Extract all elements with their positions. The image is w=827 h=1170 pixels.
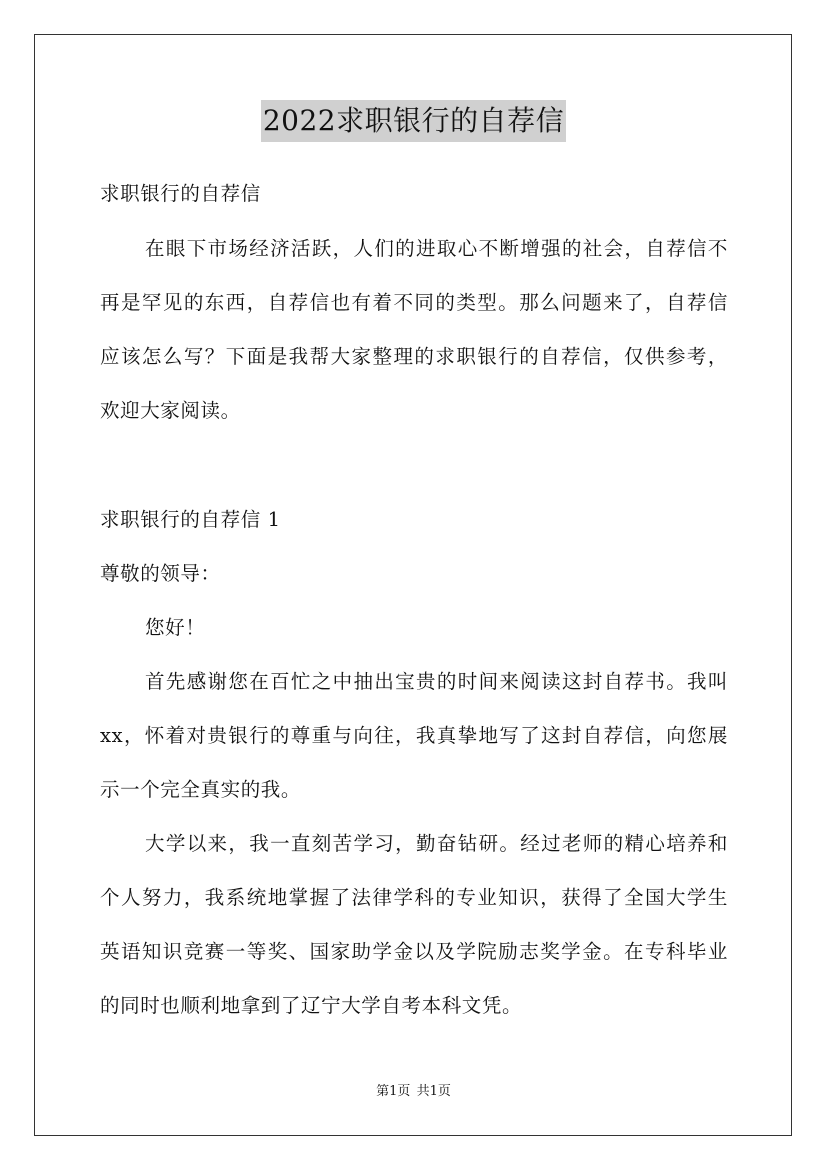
page-total: 共1页 [416, 1084, 451, 1099]
greeting: 您好！ [145, 616, 206, 639]
page-footer [0, 1084, 827, 1100]
para2-line-1: 大学以来，我一直刻苦学习，勤奋钻研。经过老师的精心培养和 [145, 832, 728, 855]
para2-line-2: 个人努力，我系统地掌握了法律学科的专业知识，获得了全国大学生 [100, 886, 728, 909]
para1-line-2: xx，怀着对贵银行的尊重与向往，我真挚地写了这封自荐信，向您展 [100, 724, 728, 747]
para1-line-1: 首先感谢您在百忙之中抽出宝贵的时间来阅读这封自荐书。我叫 [145, 670, 728, 693]
intro-line-1: 在眼下市场经济活跃，人们的进取心不断增强的社会，自荐信不 [145, 237, 728, 260]
intro-line-2: 再是罕见的东西，自荐信也有着不同的类型。那么问题来了，自荐信 [100, 291, 728, 314]
intro-line-3: 应该怎么写？下面是我帮大家整理的求职银行的自荐信，仅供参考， [100, 345, 728, 368]
para1-line-3: 示一个完全真实的我。 [100, 778, 302, 801]
document-title: 2022求职银行的自荐信 [261, 100, 566, 142]
para2-line-3: 英语知识竞赛一等奖、国家助学金以及学院励志奖学金。在专科毕业 [100, 940, 728, 963]
page-number: 第1页 [376, 1084, 411, 1099]
title-container [0, 100, 827, 142]
intro-line-4: 欢迎大家阅读。 [100, 399, 241, 422]
para2-line-4: 的同时也顺利地拿到了辽宁大学自考本科文凭。 [100, 994, 523, 1017]
section-title: 求职银行的自荐信 1 [100, 508, 281, 531]
salutation: 尊敬的领导： [100, 562, 221, 585]
document-heading: 求职银行的自荐信 [100, 182, 261, 205]
